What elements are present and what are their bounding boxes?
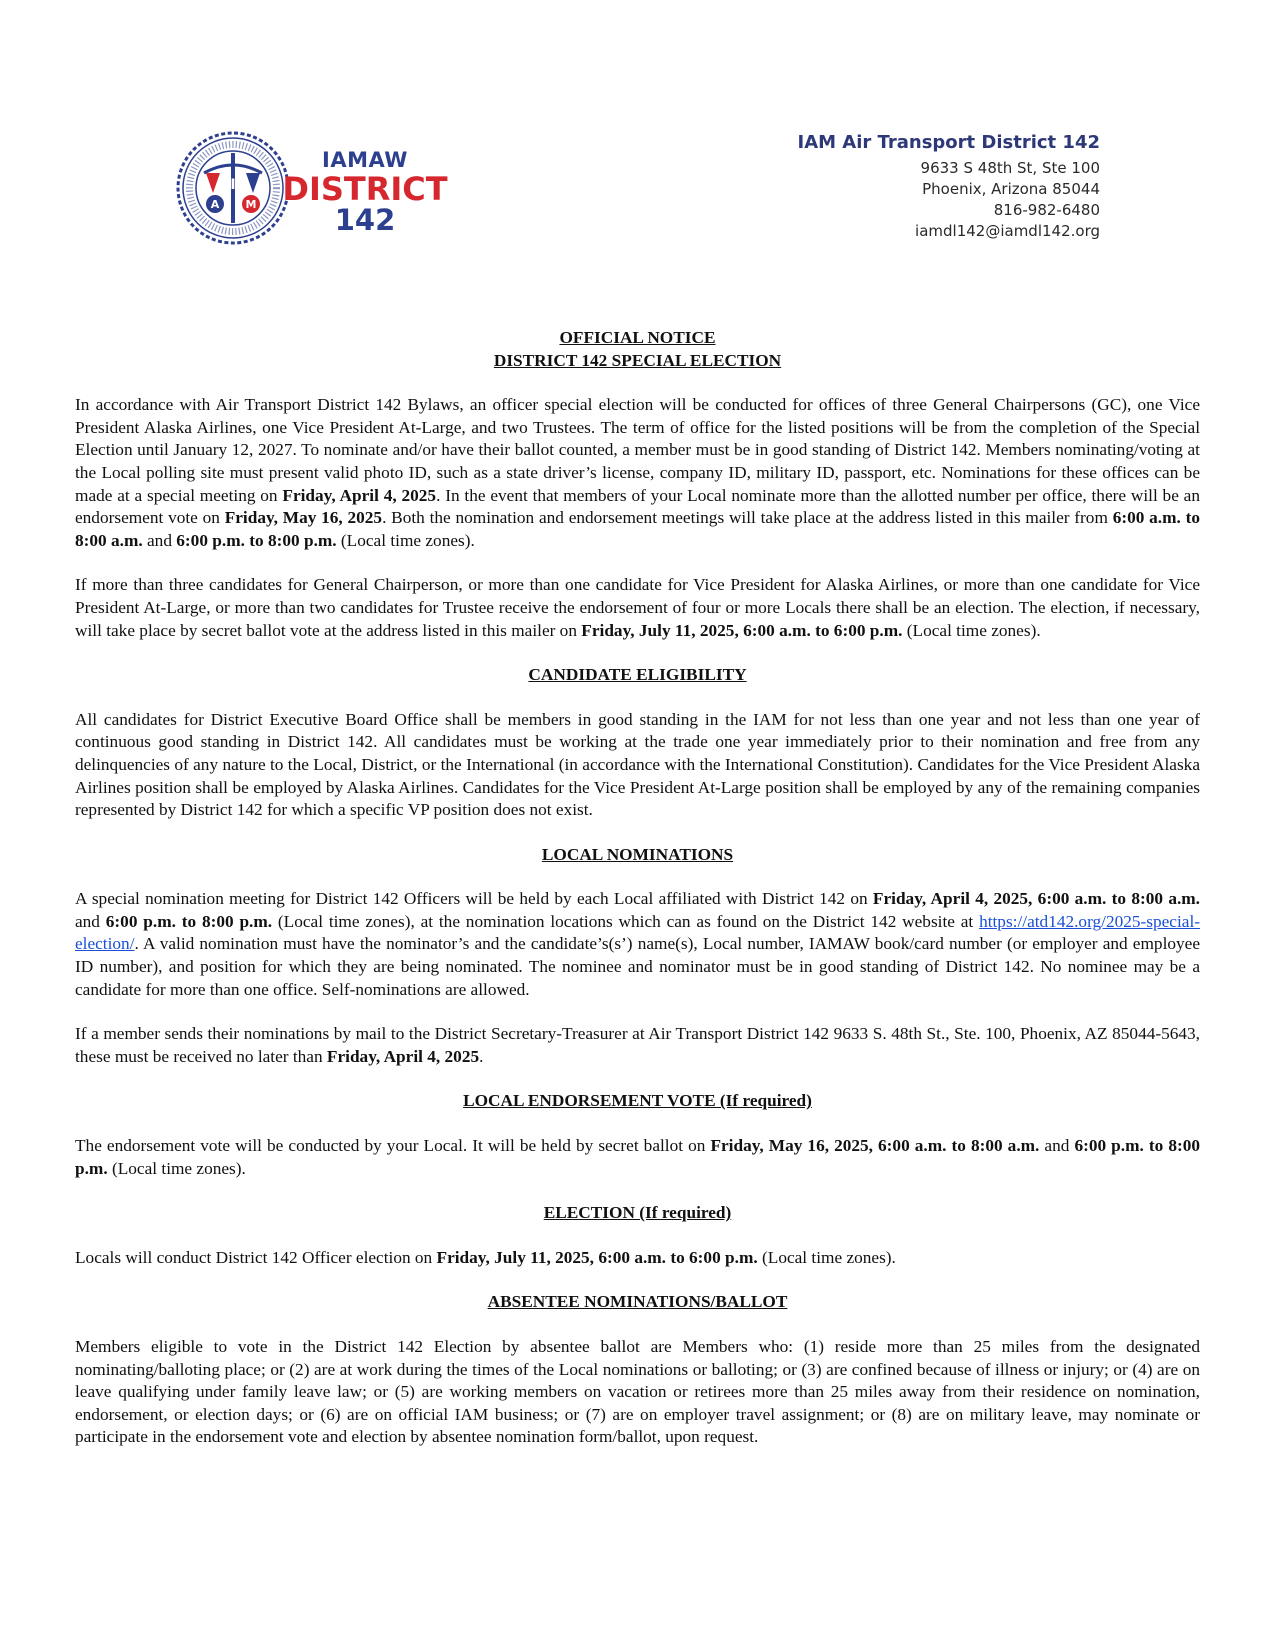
- address-email: iamdl142@iamdl142.org: [915, 222, 1100, 240]
- special-election-link[interactable]: https://atd142.org/2025-special-election/: [75, 911, 1201, 954]
- notice-body: [75, 327, 1200, 1449]
- intro-paragraph: In accordance with Air Transport District 142 Bylaws, an officer special election will be conducted for offices of three General Chairpersons (GC), one Vice President Alaska Airlines, one Vice President At-Large, and two Trustees. The term of office for the listed positions will be from the completion of the Special Election until January 12, 2027. To nominate and/or have their ballot counted, a member must be in good standing of District 142. Members nominating/voting at the Local polling site must present valid photo ID, such as a state driver’s license, company ID, military ID, passport, etc. Nominations for these offices can be made at a special meeting on Friday, April 4, 2025. In the event that members of your Local nominate more than the allotted number per office, there will be an endorsement vote on Friday, May 16, 2025. Both the nomination and endorsement meetings will take place at the address listed in this mailer from 6:00 a.m. to 8:00 a.m. and 6:00 p.m. to 8:00 p.m. (Local time zones).: [75, 395, 1201, 550]
- iam-seal-logo: [176, 131, 290, 245]
- heading-local-nominations: LOCAL NOMINATIONS: [541, 844, 734, 864]
- address-street: 9633 S 48th St, Ste 100: [920, 159, 1100, 177]
- logo-district-text: DISTRICT: [282, 170, 448, 208]
- logo-wordmark: [280, 150, 450, 235]
- heading-election: ELECTION (If required): [543, 1203, 732, 1223]
- heading-endorsement-vote: LOCAL ENDORSEMENT VOTE (If required): [463, 1091, 812, 1111]
- heading-candidate-eligibility: CANDIDATE ELIGIBILITY: [528, 665, 747, 685]
- seal-letter-i: I: [230, 177, 236, 193]
- election-paragraph: Locals will conduct District 142 Officer election on Friday, July 11, 2025, 6:00 a.m. to 6:00 p.m. (Local time zones).: [75, 1247, 896, 1267]
- letterhead-address: [798, 132, 1101, 242]
- absentee-paragraph: Members eligible to vote in the District 142 Election by absentee ballot are Members who: (1) reside more than 25 miles from the designated nominating/balloting place; or (2) are at work during the times of the Local nominations or balloting; or (3) are confined because of illness or injury; or (4) are on leave qualifying under family leave law; or (5) are working members on vacation or retirees more than 25 miles away from their residence on nomination, endorsement, or election days; or (6) are on official IAM business; or (7) are on employer travel assignment; or (8) are on military leave, may nominate or participate in the endorsement vote and election by absentee nomination form/ballot, upon request.: [75, 1337, 1200, 1447]
- endorsement-paragraph: The endorsement vote will be conducted by your Local. It will be held by secret ballot on Friday, May 16, 2025, 6:00 a.m. to 8:00 a.m. and 6:00 p.m. to 8:00 p.m. (Local time zones).: [75, 1136, 1201, 1178]
- logo-iamaw-text: IAMAW: [322, 148, 408, 172]
- mail-nominations-paragraph: If a member sends their nominations by mail to the District Secretary-Treasurer at Air Transport District 142 9633 S. 48th St., Ste. 100, Phoenix, AZ 85044-5643, these must be received no later than Friday, April 4, 2025.: [75, 1024, 1200, 1066]
- nominations-paragraph: A special nomination meeting for District 142 Officers will be held by each Local affiliated with District 142 on Friday, April 4, 2025, 6:00 a.m. to 8:00 a.m. and 6:00 p.m. to 8:00 p.m. (Local time zones), at the nomination locations which can as found on the District 142 website at https://atd142.org/2025-special-election/. A valid nomination must have the nominator’s and the candidate’s(s’) name(s), Local number, IAMAW book/card number (or employer and employee ID number), and position for which they are being nominated. The nominee and nominator must be in good standing of District 142. No nominee may be a candidate for more than one office. Self-nominations are allowed.: [75, 889, 1201, 999]
- seal-letter-a: A: [210, 198, 220, 211]
- heading-absentee: ABSENTEE NOMINATIONS/BALLOT: [487, 1292, 788, 1312]
- title-special-election: DISTRICT 142 SPECIAL ELECTION: [493, 350, 782, 370]
- address-phone: 816-982-6480: [993, 201, 1100, 219]
- election-condition-paragraph: If more than three candidates for General Chairperson, or more than one candidate for Vice President for Alaska Airlines, or more than one candidate for Vice President At-Large, or more than two candidates for Trustee receive the endorsement of four or more Locals there shall be an election. The election, if necessary, will take place by secret ballot vote at the address listed in this mailer on Friday, July 11, 2025, 6:00 a.m. to 6:00 p.m. (Local time zones).: [75, 575, 1200, 640]
- seal-letter-m: M: [245, 198, 257, 211]
- eligibility-paragraph: All candidates for District Executive Board Office shall be members in good standing in the IAM for not less than one year and not less than one year of continuous good standing in District 142. All candidates must be working at the trade one year immediately prior to their nomination and free from any delinquencies of any nature to the Local, District, or the International (in accordance with the International Constitution). Candidates for the Vice President Alaska Airlines position shall be employed by Alaska Airlines. Candidates for the Vice President At-Large position shall be employed by any of the remaining companies represented by District 142 for which a specific VP position does not exist.: [75, 709, 1200, 820]
- org-name: IAM Air Transport District 142: [797, 132, 1100, 153]
- address-city: Phoenix, Arizona 85044: [922, 180, 1100, 198]
- title-official-notice: OFFICIAL NOTICE: [559, 328, 716, 347]
- logo-number-text: 142: [334, 203, 396, 237]
